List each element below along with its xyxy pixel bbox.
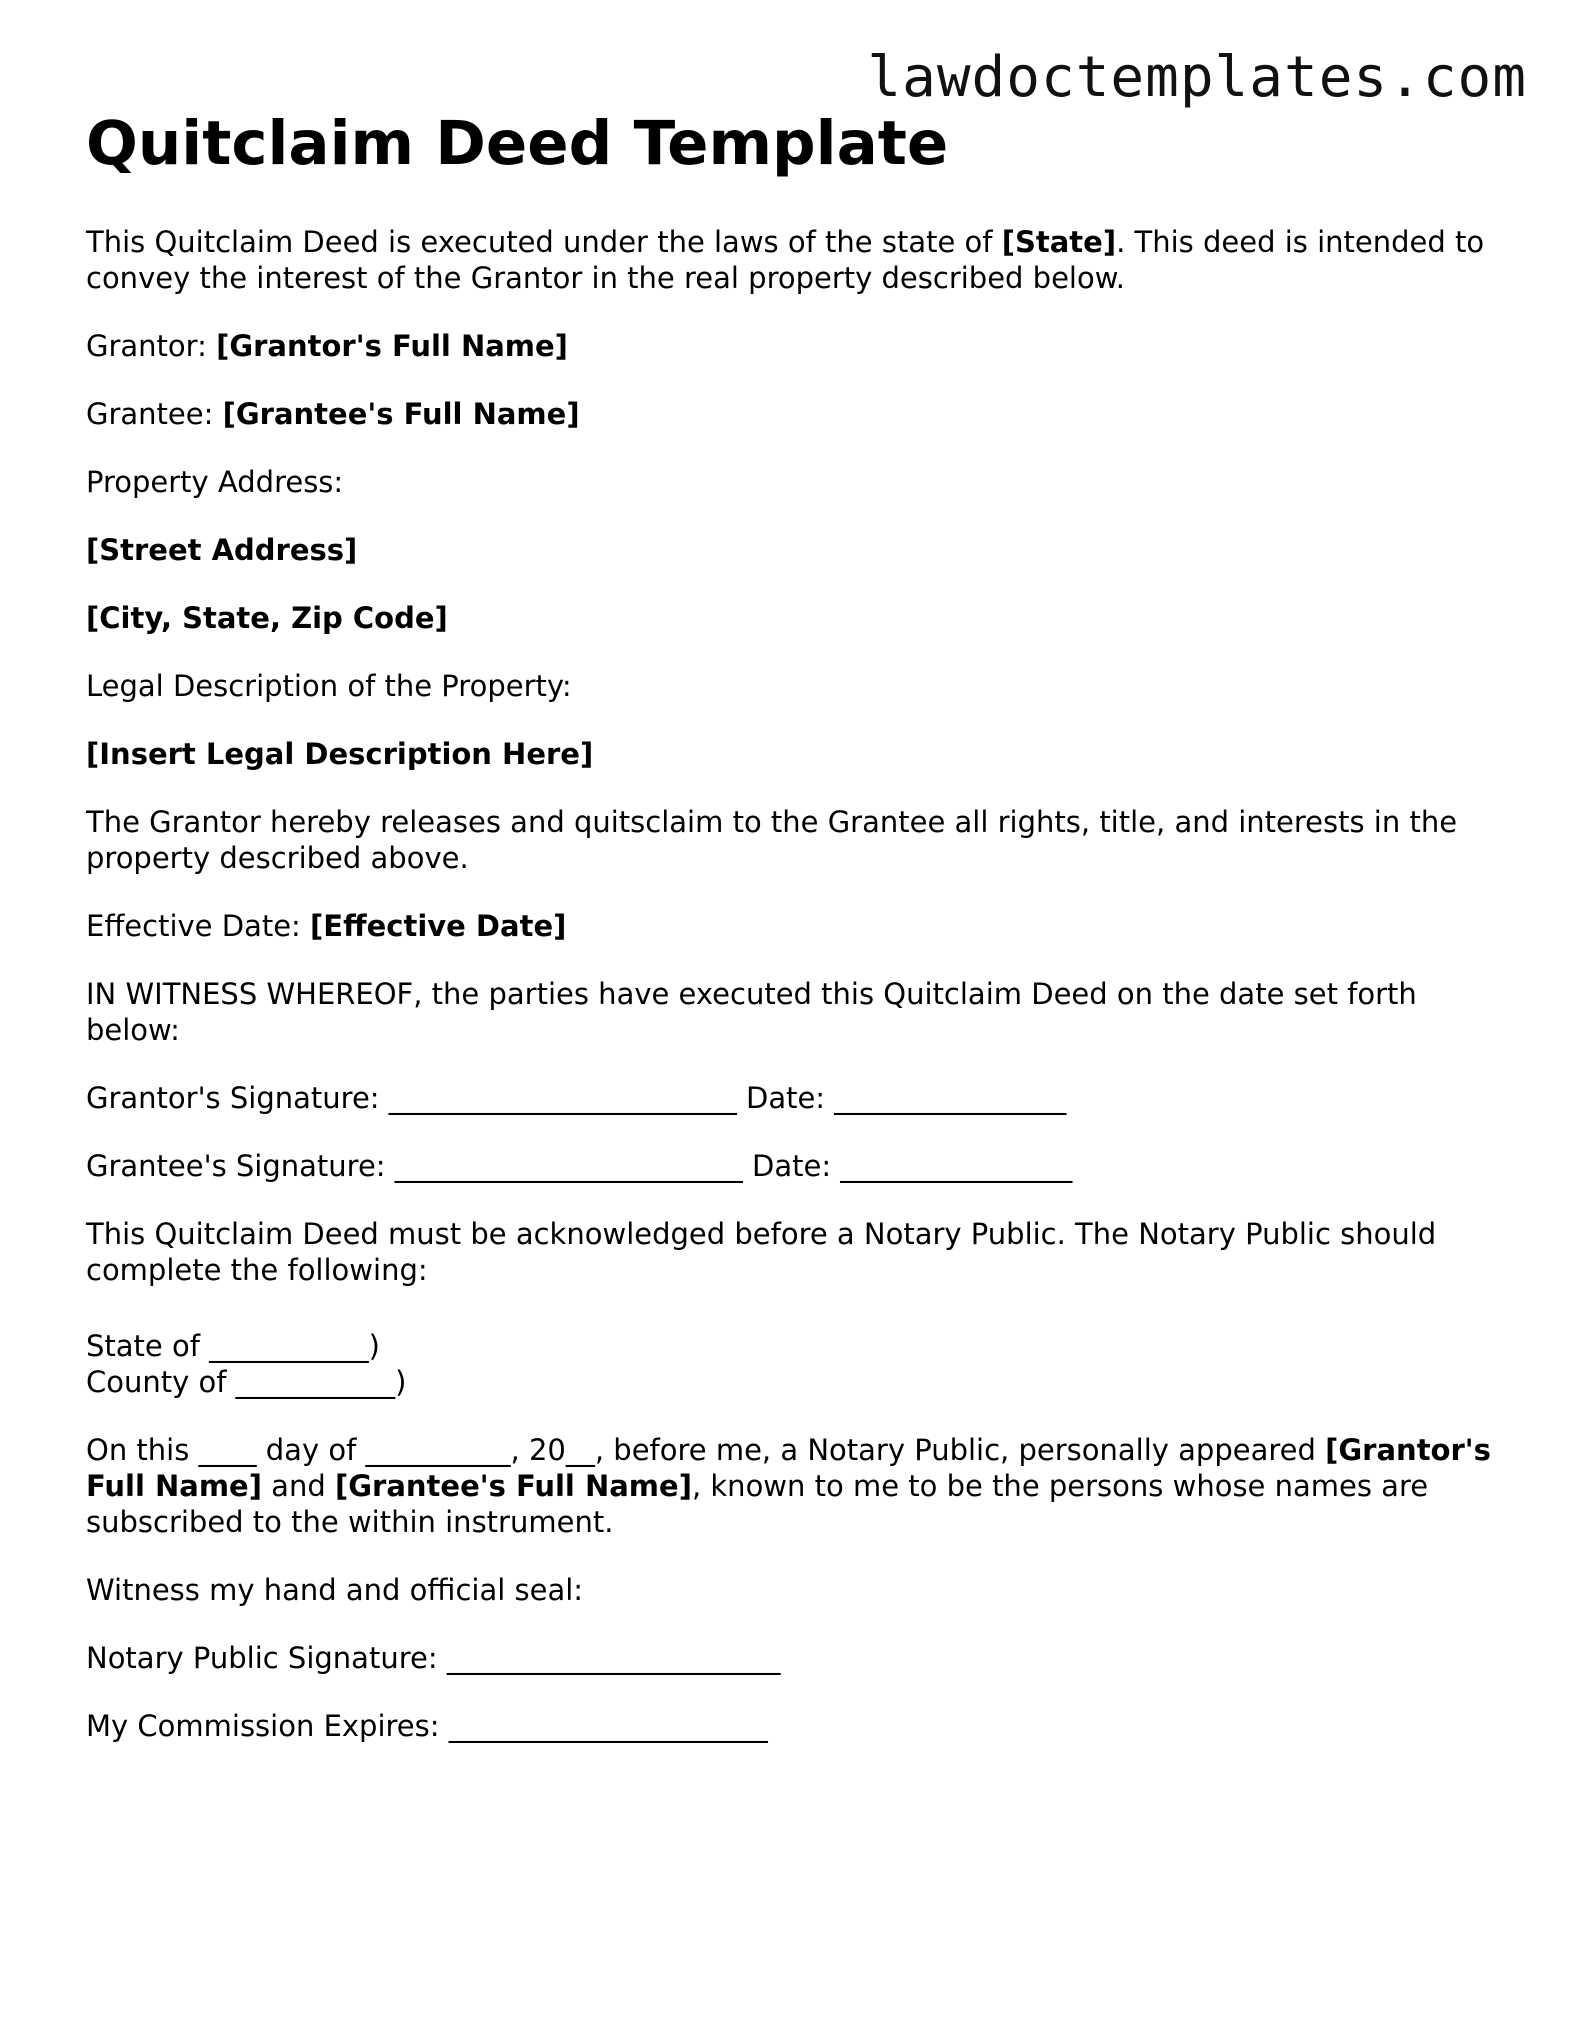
intro-paragraph xyxy=(86,224,1506,296)
street-address-placeholder: [Street Address] xyxy=(86,533,358,567)
site-watermark: lawdoctemplates.com xyxy=(867,45,1527,110)
intro-text-2: . This deed is intended to convey the interest of the Grantor in the real property described below. xyxy=(86,225,1485,295)
witness-paragraph: IN WITNESS WHEREOF, the parties have executed this Quitclaim Deed on the date set forth below: xyxy=(86,977,1417,1047)
legal-description-label: Legal Description of the Property: xyxy=(86,669,572,703)
acknowledgment-grantor: [Grantor's Full Name] xyxy=(86,1433,1491,1503)
venue-county-line: County of ___________) xyxy=(86,1365,407,1399)
grantor-signature-line: Grantor's Signature: ________________________ Date: ________________ xyxy=(86,1081,1067,1115)
notary-intro-paragraph: This Quitclaim Deed must be acknowledged before a Notary Public. The Notary Public should complete the following: xyxy=(86,1217,1437,1287)
acknowledgment-text-2: and xyxy=(261,1469,335,1503)
document-body xyxy=(86,224,1506,1776)
grantor-label: Grantor: xyxy=(86,329,217,363)
commission-expires-line: My Commission Expires: ______________________ xyxy=(86,1709,768,1743)
intro-text-1: This Quitclaim Deed is executed under the laws of the state of xyxy=(86,225,1002,259)
acknowledgment-grantee: [Grantee's Full Name] xyxy=(334,1469,692,1503)
legal-description-placeholder: [Insert Legal Description Here] xyxy=(86,737,594,771)
grantee-placeholder: [Grantee's Full Name] xyxy=(222,397,580,431)
acknowledgment-text-1: On this ____ day of __________, 20__, before me, a Notary Public, personally appeared xyxy=(86,1433,1326,1467)
property-address-label: Property Address: xyxy=(86,465,344,499)
grantor-line xyxy=(86,328,1506,364)
grantee-signature-line: Grantee's Signature: ________________________ Date: ________________ xyxy=(86,1149,1073,1183)
city-state-zip-placeholder: [City, State, Zip Code] xyxy=(86,601,448,635)
acknowledgment-text-3: , known to me to be the persons whose names are subscribed to the within instrument. xyxy=(86,1469,1429,1539)
grantor-placeholder: [Grantor's Full Name] xyxy=(216,329,568,363)
effective-date-placeholder: [Effective Date] xyxy=(310,909,567,943)
state-placeholder: [State] xyxy=(1001,225,1117,259)
notary-signature-line: Notary Public Signature: _______________________ xyxy=(86,1641,781,1675)
effective-date-label: Effective Date: xyxy=(86,909,311,943)
release-paragraph: The Grantor hereby releases and quitsclaim to the Grantee all rights, title, and interests in the property described above. xyxy=(86,805,1458,875)
page-title: Quitclaim Deed Template xyxy=(86,108,949,179)
effective-date-line xyxy=(86,908,1506,944)
acknowledgment-paragraph xyxy=(86,1432,1506,1540)
grantee-line xyxy=(86,396,1506,432)
grantee-label: Grantee: xyxy=(86,397,223,431)
seal-line: Witness my hand and official seal: xyxy=(86,1573,584,1607)
venue-state-line: State of ___________) xyxy=(86,1329,380,1363)
